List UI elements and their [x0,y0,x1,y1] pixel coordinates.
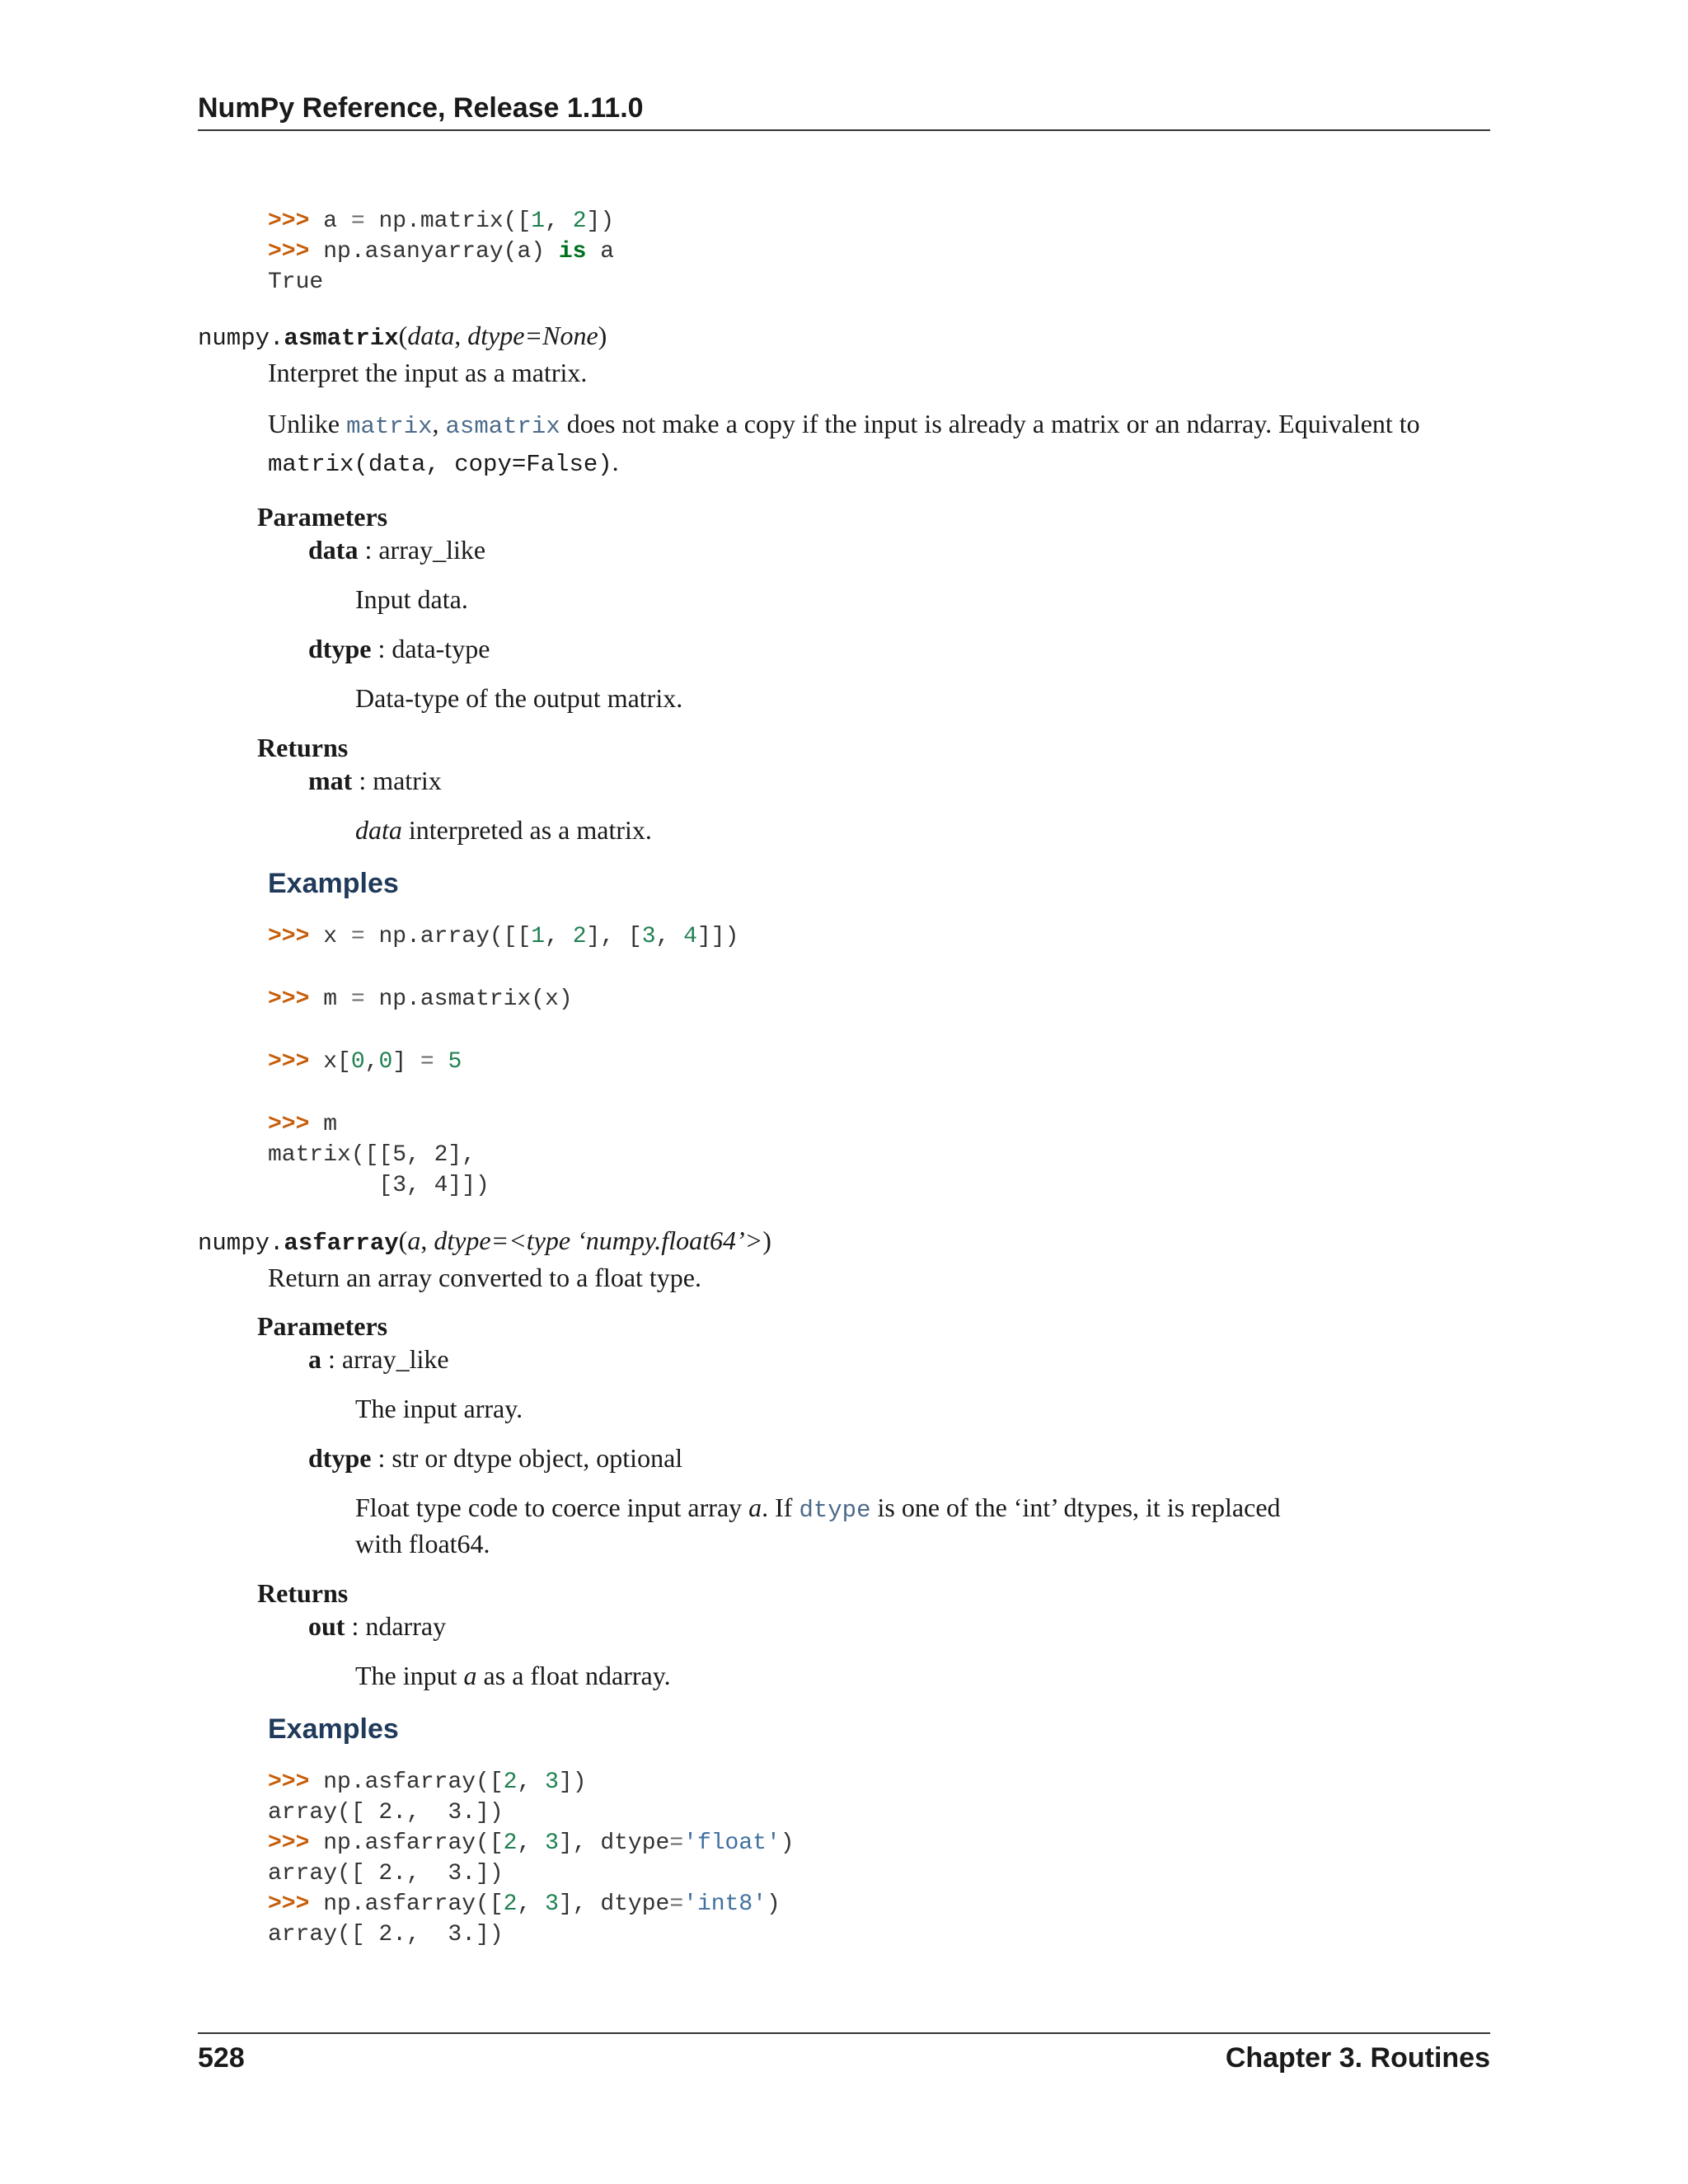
asfarray-signature [198,1224,1490,1260]
asmatrix-summary: Interpret the input as a matrix. [268,358,588,387]
signature-param: a [407,1226,421,1255]
param-type: : array_like [358,535,486,565]
inline-code: matrix(data, copy=False) [268,451,612,478]
code-text: ], [ [586,924,642,949]
param-desc [355,1491,1490,1560]
code-string: 'int8' [683,1891,767,1917]
code-number: 5 [448,1049,462,1075]
code-text: ] [392,1049,420,1075]
code-text: ]]) [696,924,739,949]
code-prompt: >>> [268,1049,310,1075]
code-prompt: >>> [268,924,310,949]
param-type: : data-type [371,634,490,663]
param-dtype [308,632,1490,665]
signature-paren: ( [398,321,408,350]
asmatrix-extended [268,406,1490,482]
param-name: dtype [308,634,372,663]
running-header [198,92,1490,131]
code-text: m [309,987,351,1012]
asmatrix-signature [198,319,1490,355]
code-output: array([ 2., 3.]) [268,1922,504,1947]
signature-paren: ( [398,1226,408,1255]
code-text: ]) [558,1769,587,1795]
text-em: a [463,1661,477,1690]
link-asmatrix[interactable]: asmatrix [445,413,560,440]
asfarray-fields [257,1310,1490,1692]
text: . If [762,1493,799,1522]
code-text: , [545,209,573,234]
running-footer [198,2032,1490,2074]
code-block-asfarray [268,1767,1490,1950]
code-text: np.asfarray([ [309,1891,504,1917]
code-op: = [669,1891,684,1917]
code-text: np.asmatrix(x) [364,987,573,1012]
code-number: 0 [350,1049,365,1075]
text: Float type code to coerce input array [355,1493,749,1522]
code-keyword: is [558,239,587,265]
return-desc-em: data [355,815,402,845]
code-prompt: >>> [268,1112,310,1137]
code-text: , [655,924,684,949]
code-number: 2 [572,209,587,234]
code-text: , [517,1769,546,1795]
signature-param: data [407,321,455,350]
text-em: a [748,1493,762,1522]
code-number: 2 [572,924,587,949]
param-dtype [308,1441,1490,1474]
code-prompt: >>> [268,1830,310,1856]
code-text: a [309,209,351,234]
returns-title: Returns [257,1578,349,1608]
code-text: , [545,924,573,949]
code-prompt: >>> [268,1891,310,1917]
code-text: , [364,1049,379,1075]
examples-heading: Examples [268,868,399,899]
page-number: 528 [198,2042,245,2074]
text: is one of the ‘int’ dtypes, it is replaced [870,1493,1281,1522]
signature-name: asmatrix [284,325,399,352]
code-op: = [350,987,365,1012]
param-desc: The input array. [355,1394,523,1423]
code-prompt: >>> [268,1769,310,1795]
text: as a float ndarray. [476,1661,671,1690]
header-title: NumPy Reference, Release 1.11.0 [198,92,644,124]
examples-heading: Examples [268,1713,399,1745]
code-number: 3 [545,1769,559,1795]
return-out [308,1610,1490,1643]
return-desc [355,813,1490,846]
param-desc: Data-type of the output matrix. [355,683,683,713]
code-number: 3 [641,924,656,949]
link-matrix[interactable]: matrix [346,413,433,440]
parameters-title: Parameters [257,1311,388,1341]
code-block-asanyarray [268,206,1490,298]
code-prompt: >>> [268,209,310,234]
code-number: 2 [503,1769,518,1795]
text: with float64. [355,1529,490,1558]
signature-module: numpy. [198,1230,284,1257]
chapter-title: Chapter 3. Routines [1225,2042,1490,2074]
asmatrix-fields [257,500,1490,846]
code-text: ) [766,1891,781,1917]
code-text: np.asfarray([ [309,1830,504,1856]
code-text [434,1049,448,1075]
code-op: = [350,209,365,234]
param-data [308,533,1490,566]
code-text: np.matrix([ [364,209,532,234]
code-output: array([ 2., 3.]) [268,1861,504,1886]
return-type: : ndarray [345,1611,447,1641]
asmatrix-description [268,355,1490,482]
return-name: mat [308,766,353,795]
signature-param: dtype=None [467,321,598,350]
code-op: = [420,1049,434,1075]
signature-sep: , [454,321,468,350]
code-number: 2 [503,1891,518,1917]
return-desc-text: interpreted as a matrix. [401,815,652,845]
code-string: 'float' [683,1830,781,1856]
param-type: : array_like [321,1344,449,1374]
code-prompt: >>> [268,987,310,1012]
code-prompt: >>> [268,239,310,265]
signature-param: dtype=<type ‘numpy.float64’> [434,1226,763,1255]
code-block-asmatrix [268,921,1490,1201]
code-output: array([ 2., 3.]) [268,1800,504,1825]
code-text: m [309,1112,338,1137]
code-number: 2 [503,1830,518,1856]
return-desc [355,1659,1490,1692]
code-op: = [669,1830,684,1856]
code-number: 4 [683,924,697,949]
text: does not make a copy if the input is already a matrix or an ndarray. Equivalent to [560,409,1420,438]
code-output: [3, 4]]) [268,1173,490,1198]
text: The input [355,1661,464,1690]
code-number: 1 [531,209,546,234]
code-text: ], dtype [558,1830,670,1856]
code-text: ], dtype [558,1891,670,1917]
text: , [432,409,446,438]
return-mat [308,764,1490,797]
code-text: ) [780,1830,795,1856]
param-name: a [308,1344,321,1374]
code-op: = [350,924,365,949]
code-text: np.asanyarray(a) [309,239,559,265]
code-text: np.asfarray([ [309,1769,504,1795]
signature-module: numpy. [198,325,284,352]
signature-sep: , [420,1226,434,1255]
code-number: 3 [545,1891,559,1917]
param-desc: Input data. [355,584,468,614]
param-type: : str or dtype object, optional [371,1443,683,1473]
text: Unlike [268,409,347,438]
code-text: x[ [309,1049,351,1075]
code-text: x [309,924,351,949]
link-dtype[interactable]: dtype [799,1497,871,1524]
signature-name: asfarray [284,1230,399,1257]
signature-paren: ) [598,321,607,350]
code-text: , [517,1830,546,1856]
text: . [612,447,619,476]
asfarray-description [268,1260,1490,1295]
param-name: dtype [308,1443,372,1473]
code-text: , [517,1891,546,1917]
code-text: a [586,239,615,265]
return-name: out [308,1611,345,1641]
return-type: : matrix [352,766,442,795]
code-number: 0 [378,1049,393,1075]
code-number: 1 [531,924,546,949]
code-output: matrix([[5, 2], [268,1142,476,1168]
code-number: 3 [545,1830,559,1856]
asfarray-summary: Return an array converted to a float type. [268,1263,701,1292]
code-text: np.array([[ [364,924,532,949]
parameters-title: Parameters [257,502,388,532]
page-content [198,206,1490,1950]
param-name: data [308,535,359,565]
code-text: ]) [586,209,615,234]
code-output: True [268,269,324,295]
returns-title: Returns [257,733,349,762]
signature-paren: ) [762,1226,771,1255]
param-a [308,1343,1490,1376]
